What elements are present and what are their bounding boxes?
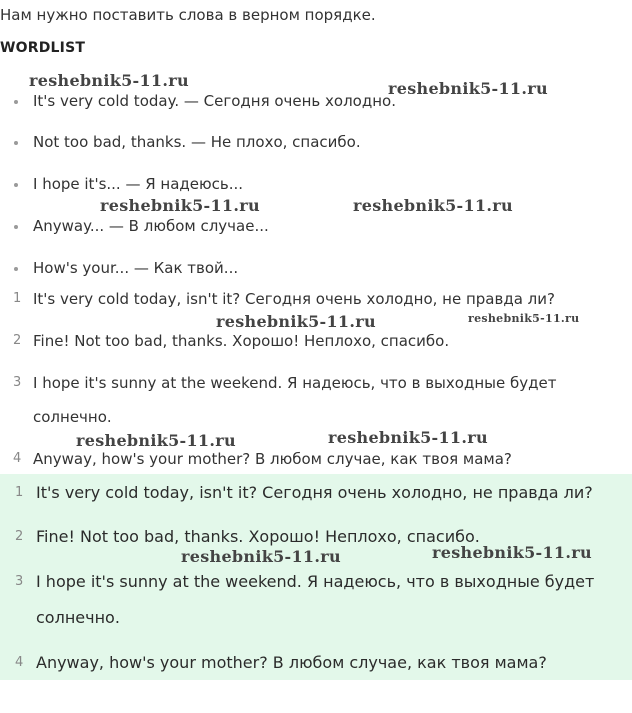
watermark: reshebnik5-11.ru [468, 312, 580, 325]
answer-text: I hope it's sunny at the weekend. Я надеюсь, что в выходные будет [36, 572, 595, 591]
watermark: reshebnik5-11.ru [29, 71, 189, 90]
wordlist-item-text: It's very cold today. — Сегодня очень холодно. [33, 92, 396, 110]
answer-text-continued: солнечно. [36, 608, 120, 627]
wordlist-heading: WORDLIST [0, 40, 86, 56]
answer-text: Fine! Not too bad, thanks. Хорошо! Неплохо, спасибо. [36, 527, 480, 546]
watermark: reshebnik5-11.ru [76, 431, 236, 450]
answer-text: It's very cold today, isn't it? Сегодня очень холодно, не правда ли? [36, 483, 593, 502]
bullet-icon [14, 100, 18, 104]
watermark: reshebnik5-11.ru [353, 196, 513, 215]
bullet-icon [14, 141, 18, 145]
wordlist-item-text: How's your... — Как твой... [33, 259, 239, 277]
wordlist-item-text: Anyway... — В любом случае... [33, 217, 269, 235]
answer-number: 3 [15, 574, 24, 589]
watermark: reshebnik5-11.ru [216, 312, 376, 331]
watermark: reshebnik5-11.ru [328, 428, 488, 447]
intro-text: Нам нужно поставить слова в верном порядке. [0, 6, 376, 24]
sentence-text: I hope it's sunny at the weekend. Я надеюсь, что в выходные будет [33, 374, 557, 392]
bullet-icon [14, 225, 18, 229]
sentence-number: 1 [13, 291, 22, 306]
bullet-icon [14, 183, 18, 187]
watermark: reshebnik5-11.ru [100, 196, 260, 215]
watermark: reshebnik5-11.ru [432, 543, 592, 562]
answer-text: Anyway, how's your mother? В любом случае, как твоя мама? [36, 653, 547, 672]
answer-number: 2 [15, 529, 24, 544]
wordlist-item-text: Not too bad, thanks. — Не плохо, спасибо. [33, 133, 361, 151]
answer-number: 4 [15, 655, 24, 670]
wordlist-item-text: I hope it's... — Я надеюсь... [33, 175, 244, 193]
answer-number: 1 [15, 485, 24, 500]
sentence-text: It's very cold today, isn't it? Сегодня очень холодно, не правда ли? [33, 290, 555, 308]
sentence-number: 4 [13, 451, 22, 466]
sentence-text: Anyway, how's your mother? В любом случае, как твоя мама? [33, 450, 512, 468]
watermark: reshebnik5-11.ru [181, 547, 341, 566]
watermark: reshebnik5-11.ru [388, 79, 548, 98]
sentence-text: Fine! Not too bad, thanks. Хорошо! Неплохо, спасибо. [33, 332, 450, 350]
sentence-number: 2 [13, 333, 22, 348]
bullet-icon [14, 267, 18, 271]
sentence-text-continued: солнечно. [33, 408, 112, 426]
sentence-number: 3 [13, 375, 22, 390]
